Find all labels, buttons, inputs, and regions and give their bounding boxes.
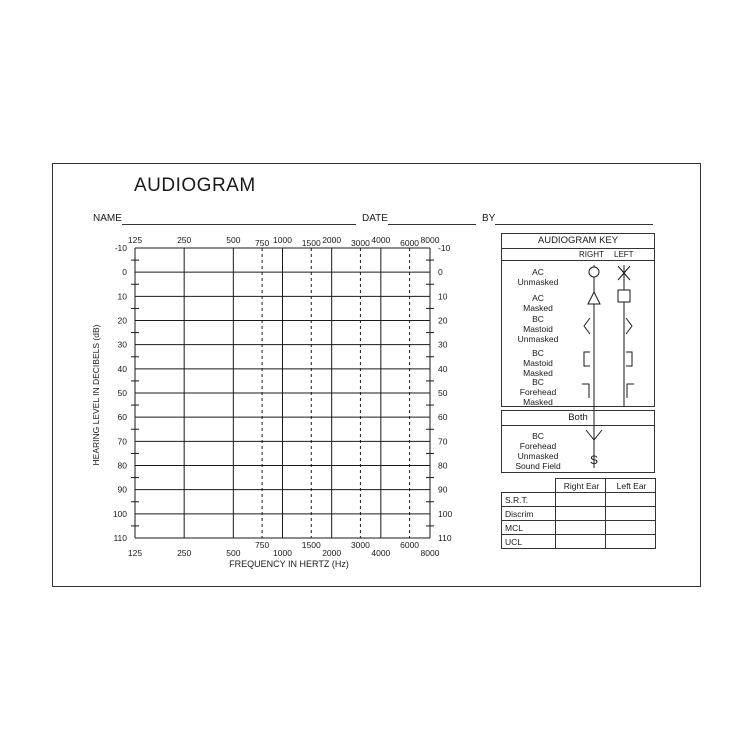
x-tick-label-bottom: 125 [127, 548, 143, 558]
y-tick-label-right: 50 [438, 388, 448, 398]
col-left-ear: Left Ear [605, 479, 655, 493]
cell-srt-left[interactable] [605, 493, 655, 507]
y-tick-label-right: 10 [438, 291, 448, 302]
y-tick-label-right: -10 [438, 243, 451, 253]
y-tick-label-left: 20 [117, 315, 127, 326]
x-tick-label-top: 500 [226, 235, 241, 245]
y-tick-label-left: 10 [117, 291, 127, 302]
y-tick-label-right: 0 [438, 267, 443, 278]
y-tick-label-right: 110 [438, 533, 452, 543]
x-tick-label-bottom-mid: 3000 [350, 540, 370, 550]
x-tick-label-top: 125 [127, 235, 143, 245]
y-tick-label-left: 90 [117, 484, 127, 495]
key-row-bc-forehead-masked: BC Forehead Masked [519, 377, 557, 407]
x-tick-label-top: 1000 [273, 235, 292, 245]
x-tick-label-bottom-mid: 1500 [301, 540, 321, 550]
y-tick-label-left: 40 [117, 363, 127, 374]
cell-mcl-left[interactable] [605, 521, 655, 535]
speech-table [501, 478, 656, 549]
key-title: AUDIOGRAM KEY [502, 234, 654, 249]
x-tick-label-bottom: 8000 [420, 548, 440, 558]
y-tick-label-right: 100 [438, 508, 453, 519]
cell-mcl-right[interactable] [555, 521, 605, 535]
y-tick-label-left: 80 [117, 460, 127, 471]
y-tick-label-right: 70 [438, 436, 448, 447]
grid-lines [131, 248, 434, 538]
x-tick-label-bottom: 2000 [322, 548, 342, 558]
cell-srt-right[interactable] [555, 493, 605, 507]
x-tick-label-bottom-mid: 750 [255, 540, 270, 550]
y-tick-label-right: 90 [438, 484, 448, 495]
date-label: DATE [362, 213, 388, 224]
key-row-ac-masked: AC Masked [523, 293, 553, 313]
x-tick-label-bottom: 1000 [273, 548, 292, 558]
x-tick-label-bottom-mid: 6000 [400, 540, 420, 550]
cell-discrim-right[interactable] [555, 507, 605, 521]
y-tick-label-right: 20 [438, 315, 448, 326]
name-label: NAME [93, 213, 122, 224]
y-tick-label-left: 70 [117, 436, 127, 447]
x-tick-label-bottom: 4000 [371, 548, 391, 558]
row-ucl: UCL [502, 535, 556, 549]
y-tick-label-left: 60 [117, 412, 127, 423]
col-right-ear: Right Ear [555, 479, 605, 493]
row-mcl: MCL [502, 521, 556, 535]
cell-ucl-right[interactable] [555, 535, 605, 549]
y-tick-label-left: 50 [117, 388, 127, 398]
key-row-ac-unmasked: AC Unmasked [517, 267, 559, 287]
sound-field-symbol: S [590, 453, 599, 467]
both-title: Both [502, 411, 654, 426]
row-srt: S.R.T. [502, 493, 556, 507]
cell-ucl-left[interactable] [605, 535, 655, 549]
row-discrim: Discrim [502, 507, 556, 521]
y-tick-label-left: 30 [117, 339, 127, 350]
y-axis-label: HEARING LEVEL IN DECIBELS (dB) [91, 324, 101, 466]
x-tick-label-top: 8000 [420, 235, 440, 245]
x-tick-label-bottom: 250 [177, 548, 192, 558]
key-row-bc-mastoid-masked: BC Mastoid Masked [523, 348, 553, 378]
page-title: AUDIOGRAM [134, 175, 256, 196]
x-tick-label-top: 2000 [322, 235, 342, 245]
key-row-bc-mastoid-unmasked: BC Mastoid Unmasked [517, 314, 559, 344]
x-tick-label-top: 250 [177, 235, 192, 245]
both-key [501, 410, 655, 473]
x-tick-label-bottom: 500 [226, 548, 241, 558]
by-label: BY [482, 213, 496, 224]
y-tick-label-right: 30 [438, 339, 448, 350]
y-tick-label-right: 80 [438, 460, 448, 471]
cell-discrim-left[interactable] [605, 507, 655, 521]
y-tick-label-left: 100 [112, 508, 127, 519]
x-tick-label-top: 4000 [371, 235, 391, 245]
x-tick-label-top-mid: 3000 [350, 238, 370, 248]
x-tick-label-top-mid: 6000 [400, 238, 420, 248]
key-right-label: RIGHT [579, 250, 604, 259]
x-tick-label-top-mid: 1500 [301, 238, 321, 248]
y-tick-label-left: 110 [113, 533, 127, 543]
y-tick-label-right: 40 [438, 363, 448, 374]
audiogram-key [501, 233, 655, 407]
both-row-bc-forehead-unmasked: BC Forehead Unmasked [517, 431, 559, 461]
both-row-sound-field: Sound Field [515, 461, 561, 471]
x-tick-label-top-mid: 750 [255, 238, 270, 248]
y-tick-label-left: -10 [114, 243, 127, 253]
x-axis-label: FREQUENCY IN HERTZ (Hz) [229, 559, 349, 569]
y-tick-label-left: 0 [122, 267, 127, 278]
key-left-label: LEFT [614, 250, 634, 259]
y-tick-label-right: 60 [438, 412, 448, 423]
